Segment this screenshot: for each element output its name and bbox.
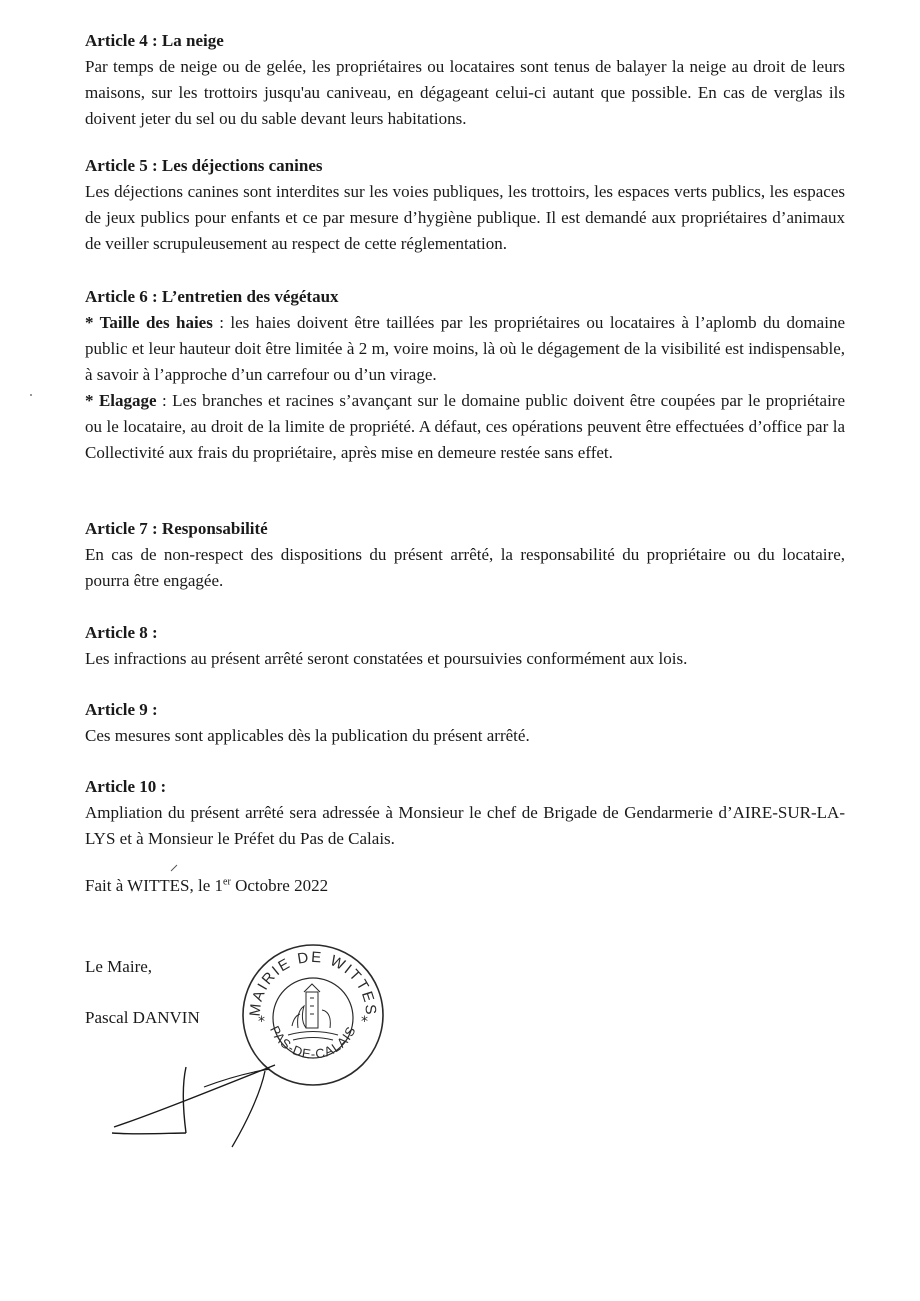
article-7-title: Article 7 : Responsabilité [85,519,268,538]
article-4-body: Par temps de neige ou de gelée, les propriétaires ou locataires sont tenus de balayer la neige au droit de leurs maisons, sur les trottoirs jusqu'au caniveau, en dégageant celui-ci autant que possible. En cas de verglas ils doivent jeter du sel ou du sable devant leurs habitations. [85,57,845,128]
stamp-bottom-text: PAS-DE-CALAIS [267,1023,359,1062]
stray-mark [168,862,180,874]
signatory-role: Le Maire, [85,957,153,976]
article-6-title: Article 6 : L’entretien des végétaux [85,287,339,306]
mayor-signature [100,1055,300,1155]
article-6-haies [85,310,845,388]
elagage-text: : Les branches et racines s’avançant sur le domaine public doivent être coupées par le propriétaire ou le locataire, au droit de la limite de propriété. A défaut, ces opérations peuvent être effectuées d’office par la Collectivité aux frais du propriétaire, après mise en demeure restée sans effet. [85,391,846,462]
article-4 [85,28,845,132]
article-7 [85,516,845,594]
article-8-title: Article 8 : [85,623,158,642]
signed-place-date [85,873,328,899]
article-9 [85,697,845,749]
stamp-emblem-icon [288,984,338,1040]
signatory-name: Pascal DANVIN [85,1008,200,1027]
date-ordinal: er [223,876,231,888]
article-5 [85,153,845,257]
article-8 [85,620,845,672]
stray-dot [28,392,34,398]
stamp-star-left-icon: * [258,1014,265,1030]
elagage-label: * Elagage [85,391,157,410]
place-date-prefix: Fait à WITTES, le 1 [85,876,224,895]
stamp-top-text: MAIRIE DE WITTES [246,948,380,1018]
article-9-title: Article 9 : [85,700,158,719]
article-10 [85,774,845,852]
article-8-body: Les infractions au présent arrêté seront constatées et poursuivies conformément aux lois. [85,649,688,668]
haies-label: * Taille des haies [85,313,213,332]
article-7-body: En cas de non-respect des dispositions du présent arrêté, la responsabilité du propriétaire ou du locataire, pourra être engagée. [85,545,845,590]
article-10-title: Article 10 : [85,777,167,796]
place-date-suffix: Octobre 2022 [230,876,329,895]
article-10-body: Ampliation du présent arrêté sera adressée à Monsieur le chef de Brigade de Gendarmerie d’AIRE-SUR-LA-LYS et à Monsieur le Préfet du Pas de Calais. [85,803,845,848]
svg-text:MAIRIE DE WITTES [247,949,380,1017]
stamp-star-right-icon: * [361,1014,368,1030]
article-6-elagage [85,388,845,466]
article-5-body: Les déjections canines sont interdites sur les voies publiques, les trottoirs, les espaces verts publics, les espaces de jeux publics pour enfants et ce par mesure d’hygiène publique. Il est demandé aux propriétaires d’animaux de veiller scrupuleusement au respect de cette réglementation. [85,182,845,253]
article-9-body: Ces mesures sont applicables dès la publication du présent arrêté. [85,726,530,745]
article-5-title: Article 5 : Les déjections canines [85,156,323,175]
article-6 [85,284,845,466]
haies-text: : les haies doivent être taillées par les propriétaires ou locataires à l’aplomb du domaine public et leur hauteur doit être limitée à 2 m, voire moins, là où le dégagement de la visibilité est indispensable, à savoir à l’approche d’un carrefour ou d’un virage. [85,313,845,384]
article-4-title: Article 4 : La neige [85,31,224,50]
